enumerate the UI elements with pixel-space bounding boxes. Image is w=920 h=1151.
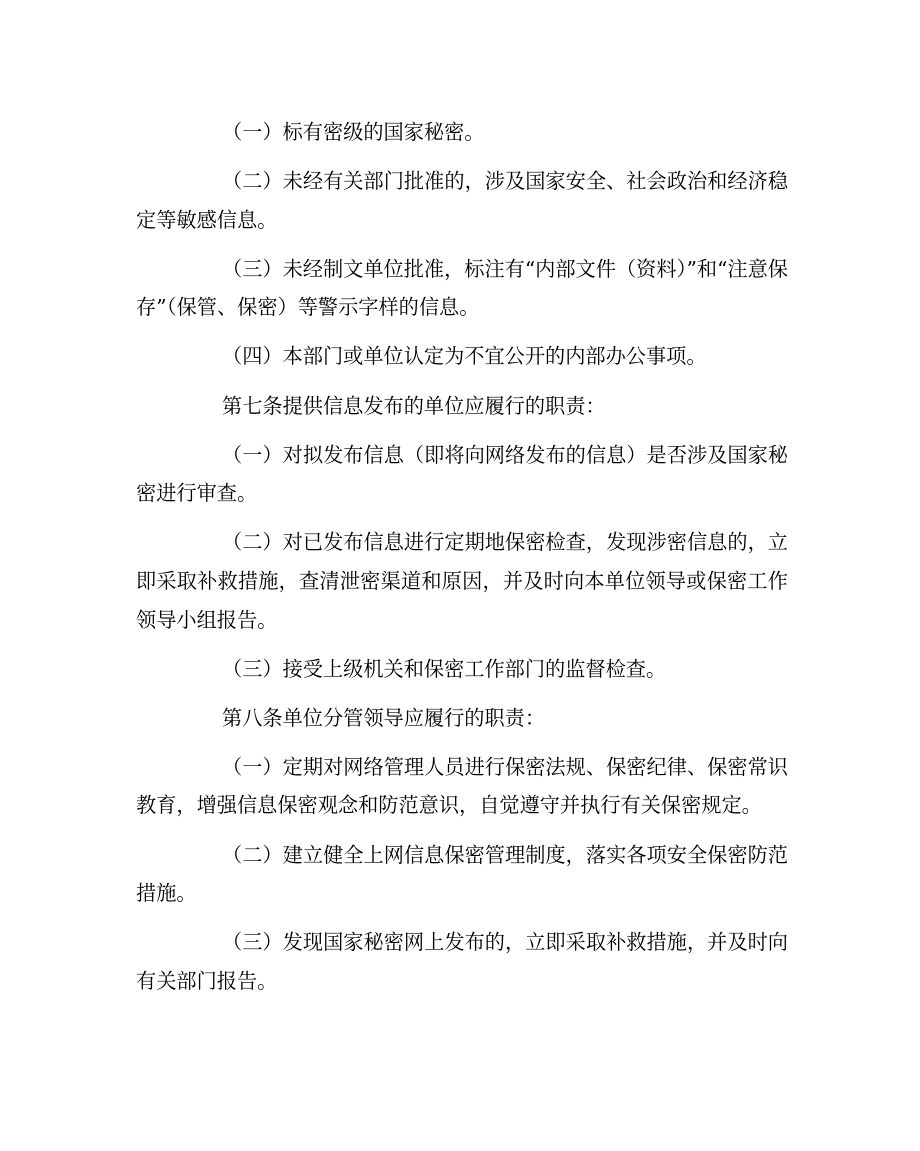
paragraph-1: （一）标有密级的国家秘密。 [222,120,485,144]
paragraph-4: （四）本部门或单位认定为不宜公开的内部办公事项。 [222,344,707,369]
document-body [136,113,788,1011]
article-7-heading: 第七条提供信息发布的单位应履行的职责： [222,393,606,418]
paragraph-2: （二）未经有关部门批准的，涉及国家安全、社会政治和经济稳定等敏感信息。 [136,169,788,232]
paragraph-11: （二）建立健全上网信息保密管理制度，落实各项安全保密防范措施。 [136,842,788,906]
paragraph-6: （一）对拟发布信息（即将向网络发布的信息）是否涉及国家秘密进行审查。 [136,442,788,506]
article-8-heading: 第八条单位分管领导应履行的职责： [222,705,546,730]
paragraph-3: （三）未经制文单位批准，标注有“内部文件（资料）”和“注意保存”（保管、保密）等警示字样的信息。 [136,256,788,320]
paragraph-7: （二）对已发布信息进行定期地保密检查，发现涉密信息的，立即采取补救措施，查清泄密渠道和原因，并及时向本单位领导或保密工作领导小组报告。 [136,530,788,632]
paragraph-12: （三）发现国家秘密网上发布的，立即采取补救措施，并及时向有关部门报告。 [136,930,788,993]
paragraph-10: （一）定期对网络管理人员进行保密法规、保密纪律、保密常识教育，增强信息保密观念和防范意识，自觉遵守并执行有关保密规定。 [136,754,788,818]
paragraph-8: （三）接受上级机关和保密工作部门的监督检查。 [222,656,667,681]
